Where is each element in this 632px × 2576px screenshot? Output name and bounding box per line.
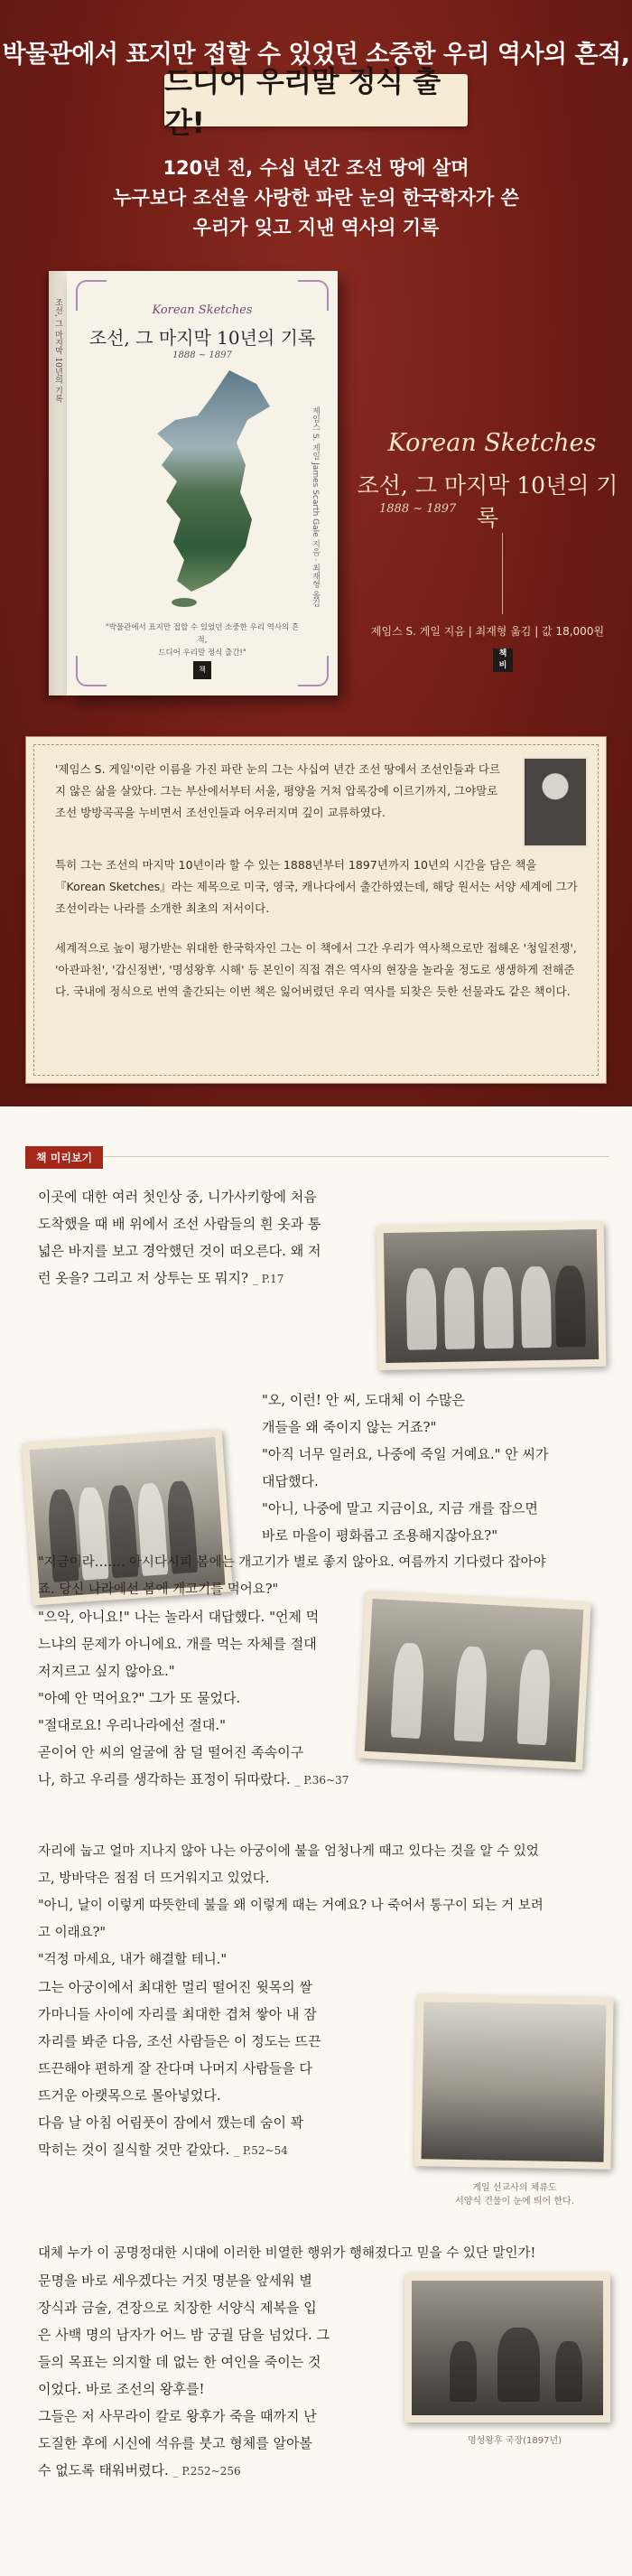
- excerpt-1: [38, 1183, 372, 1293]
- caption-line: 게일 선교사의 체류도: [472, 2183, 557, 2193]
- hero-highlight-text: 드디어 우리말 정식 출간!: [164, 64, 441, 140]
- excerpt-line: [38, 2457, 395, 2485]
- excerpt-line: 저지르고 싶지 않아요.": [38, 1663, 175, 1679]
- excerpt-line: "절대로요! 우리나라에선 절대.": [38, 1717, 227, 1733]
- excerpt-line: 뜨끈해야 편하게 잘 잔다며 나머지 사람들을 다: [38, 2060, 312, 2077]
- photo-image: [412, 2281, 603, 2415]
- book-title: 조선, 그 마지막 10년의 기록: [357, 472, 618, 531]
- photo-image: [365, 1599, 584, 1762]
- publisher-logo: [493, 649, 513, 672]
- hero-highlight-box: [164, 64, 468, 140]
- historical-photo-landscape: [414, 1994, 613, 2170]
- hero-subtitle-line-1: 120년 전, 수십 년간 조선 땅에 살며: [163, 157, 469, 179]
- book-spine: [49, 271, 67, 695]
- excerpt-line: 은 사백 명의 남자가 어느 밤 궁궐 담을 넘었다. 그: [38, 2327, 330, 2343]
- excerpt-line: 그들은 저 사무라이 칼로 왕후가 죽을 때까지 난: [38, 2408, 317, 2424]
- intro-paragraph-3: 세계적으로 높이 평가받는 위대한 한국학자인 그는 이 책에서 그간 우리가 역사책으로만 접해온 '청일전쟁', '아관파천', '갑신정변', '명성왕후 시해' 등 본인이 직접 겪은 역사의 현장을 놀라울 정도로 생생하게 전해준다. 국내에 정식으로 번역 출간되는 이번 책은 잃어버렸던 우리 역사를 되찾은 듯한 선물과도 같은 책이다.: [55, 941, 577, 998]
- excerpt-4b: [38, 2267, 395, 2485]
- book-years: 1888 ~ 1897: [379, 502, 457, 516]
- excerpt-text: 막히는 것이 질식할 것만 같았다.: [38, 2142, 230, 2158]
- logo-char: 책: [498, 649, 507, 658]
- photo-image: [421, 2002, 606, 2161]
- excerpt-text: 나, 하고 우리를 생각하는 표정이 뒤따랐다.: [38, 1771, 291, 1787]
- cover-english-title: Korean Sketches: [152, 303, 253, 317]
- divider-line: [104, 1156, 609, 1157]
- korea-map-illustration: [121, 366, 283, 610]
- excerpt-line: 대체 누가 이 공명정대한 시대에 이러한 비열한 행위가 행해졌다고 믿을 수 있단 말인가!: [38, 2246, 536, 2261]
- logo-char: 비: [498, 661, 507, 670]
- excerpt-line: [38, 2136, 399, 2164]
- preview-tag: 책 미리보기: [25, 1146, 103, 1169]
- excerpt-line: 죠. 당신 나라에선 봄에 개고기를 먹어요?": [38, 1582, 279, 1597]
- page-reference: _ P.36~37: [294, 1774, 349, 1787]
- excerpt-line: 다음 날 아침 어림풋이 잠에서 깼는데 숨이 꽉: [38, 2114, 304, 2131]
- intro-paragraph-1: '제임스 S. 게일'이란 이름을 가진 파란 눈의 그는 사십여 년간 조선 땅에서 조선인들과 다르지 않은 삶을 살았다. 그는 부산에서부터 서울, 평양을 거쳐 압록강에 이르기까지, 그야말로 조선 방방곡곡을 누비면서 조선인들과 어우러지며 깊이 교류하였다.: [55, 762, 501, 819]
- excerpt-line: 장식과 금술, 견장으로 치장한 서양식 제복을 입: [38, 2300, 317, 2316]
- cover-quote-line: 드디어 우리말 정식 출간!": [158, 649, 246, 658]
- historical-photo-porters: [357, 1591, 590, 1770]
- excerpt-line: 자리를 봐준 다음, 조선 사람들은 이 정도는 뜨끈: [38, 2033, 321, 2049]
- excerpt-3b: [38, 1974, 399, 2164]
- excerpt-line: 개들을 왜 죽이지 않는 거죠?": [262, 1419, 437, 1435]
- excerpt-text: 수 없도록 태워버렸다.: [38, 2462, 169, 2478]
- excerpt-line: 자리에 눕고 얼마 지나지 않아 나는 아궁이에 불을 엄청나게 때고 있다는 것을 알 수 있었: [38, 1844, 539, 1859]
- author-portrait-image: [523, 757, 588, 847]
- excerpt-line: "아예 안 먹어요?" 그가 또 물었다.: [38, 1690, 241, 1706]
- page-reference: _ P.52~54: [234, 2144, 288, 2157]
- excerpt-line: 이곳에 대한 여러 첫인상 중, 니가사키항에 처음: [38, 1189, 317, 1205]
- author-intro-card: [25, 736, 607, 1084]
- ornament-corner: [76, 656, 107, 686]
- excerpt-line: 바로 마을이 평화롭고 조용해지잖아요?": [262, 1527, 498, 1544]
- excerpt-line: 이었다. 바로 조선의 왕후를!: [38, 2381, 205, 2397]
- excerpt-line: 문명을 바로 세우겠다는 거짓 명분을 앞세워 별: [38, 2273, 312, 2289]
- excerpt-line: 도질한 후에 시신에 석유를 붓고 형체를 알아볼: [38, 2435, 312, 2451]
- photo-image: [384, 1229, 599, 1363]
- excerpt-4a: [38, 2240, 616, 2267]
- cover-years: 1888 ~ 1897: [172, 350, 232, 360]
- excerpt-line: 대답했다.: [262, 1473, 319, 1489]
- book-credit: 제임스 S. 게일 지음 | 최재형 옮김 | 값 18,000원: [370, 625, 605, 638]
- excerpt-line: "으악, 아니요!" 나는 놀라서 대답했다. "언제 먹: [38, 1609, 320, 1625]
- excerpt-line: [38, 1265, 372, 1293]
- historical-photo-funeral: [404, 2273, 610, 2422]
- excerpt-line: [38, 1766, 354, 1794]
- excerpt-line: "오, 이런! 안 씨, 도대체 이 수많은: [262, 1392, 465, 1408]
- excerpt-line: 고 이래요?": [38, 1926, 107, 1940]
- photo-caption: [424, 2181, 605, 2208]
- excerpt-line: "아니, 날이 이렇게 따뜻한데 불을 왜 이렇게 때는 거예요? 나 죽어서 통구이 되는 거 보려: [38, 1899, 544, 1913]
- book-preview-section: [0, 1106, 632, 2576]
- publisher-logo: 책: [193, 661, 211, 679]
- excerpt-line: "아니, 나중에 말고 지금이요, 지금 개를 잡으면: [262, 1500, 538, 1517]
- photo-caption: 명성왕후 국장(1897년): [467, 2436, 562, 2446]
- book-cover-image: [49, 271, 338, 695]
- book-english-title: Korean Sketches: [387, 429, 597, 457]
- excerpt-3a: [38, 1838, 607, 1974]
- cover-quote-line: "박물관에서 표지만 접할 수 있었던 소중한 우리 역사의 흔적,: [105, 623, 300, 645]
- cover-author: 제임스 S. 게일 James Scarth Gale 지음 · 최재형 옮김: [311, 406, 320, 607]
- excerpt-line: "아직 너무 일러요, 나중에 죽일 거예요." 안 씨가: [262, 1446, 549, 1462]
- excerpt-line: "걱정 마세요, 내가 해결할 테니.": [38, 1953, 228, 1967]
- intro-paragraph-2: 특히 그는 조선의 마지막 10년이라 할 수 있는 1888년부터 1897년까지 10년의 시간을 담은 책을 『Korean Sketches』라는 제목으로 미국, 영국, 캐나다에서 출간하였는데, 해당 원서는 서양 세계에 그가 조선이라는 나라를 소개한 최초의 저서이다.: [55, 858, 578, 915]
- hero-headline: 박물관에서 표지만 접할 수 있었던 소중한 우리 역사의 흔적,: [2, 41, 630, 69]
- book-front-cover: [67, 271, 338, 695]
- historical-photo-people: [376, 1222, 607, 1370]
- page-reference: _ P.252~256: [172, 2465, 241, 2478]
- excerpt-line: "지금이라……. 아시다시피 봄에는 개고기가 별로 좋지 않아요. 여름까지 기다렸다 잡아야: [38, 1555, 546, 1570]
- hero-subtitle-line-3: 우리가 잊고 지낸 역사의 기록: [192, 217, 440, 238]
- divider-line: [502, 533, 503, 614]
- excerpt-line: 그는 아궁이에서 최대한 멀리 떨어진 윗목의 쌀: [38, 1979, 312, 1995]
- excerpt-2b: [38, 1549, 607, 1603]
- excerpt-line: 넓은 바지를 보고 경악했던 것이 떠오른다. 왜 저: [38, 1243, 321, 1259]
- hero-section: [0, 0, 632, 1106]
- excerpt-2a: [262, 1386, 605, 1549]
- cover-quote: [103, 621, 302, 659]
- ornament-corner: [298, 656, 329, 686]
- excerpt-line: 느냐의 문제가 아니에요. 개를 먹는 자체를 절대: [38, 1636, 317, 1652]
- spine-title: 조선, 그 마지막 10년의 기록: [53, 298, 62, 403]
- excerpt-line: 고, 방바닥은 점점 더 뜨거워지고 있었다.: [38, 1871, 270, 1886]
- cover-title: 조선, 그 마지막 10년의 기록: [88, 327, 316, 349]
- hero-subtitle-line-2: 누구보다 조선을 사랑한 파란 눈의 한국학자가 쓴: [113, 187, 519, 209]
- excerpt-line: 도착했을 때 배 위에서 조선 사람들의 흰 옷과 통: [38, 1216, 321, 1232]
- page-reference: _ P.17: [252, 1273, 284, 1285]
- excerpt-line: 곧이어 안 씨의 얼굴에 참 덜 떨어진 족속이구: [38, 1744, 304, 1760]
- caption-line: 서양식 건물이 눈에 띄어 한다.: [455, 2197, 574, 2207]
- excerpt-line: 뜨거운 아랫목으로 몰아넣었다.: [38, 2087, 221, 2104]
- excerpt-2c: [38, 1603, 354, 1794]
- excerpt-text: 런 옷을? 그리고 저 상투는 또 뭐지?: [38, 1270, 249, 1286]
- excerpt-line: 들의 목표는 의지할 데 없는 한 여인을 죽이는 것: [38, 2354, 321, 2370]
- excerpt-line: 가마니들 사이에 자리를 최대한 겹쳐 쌓아 내 잠: [38, 2006, 317, 2022]
